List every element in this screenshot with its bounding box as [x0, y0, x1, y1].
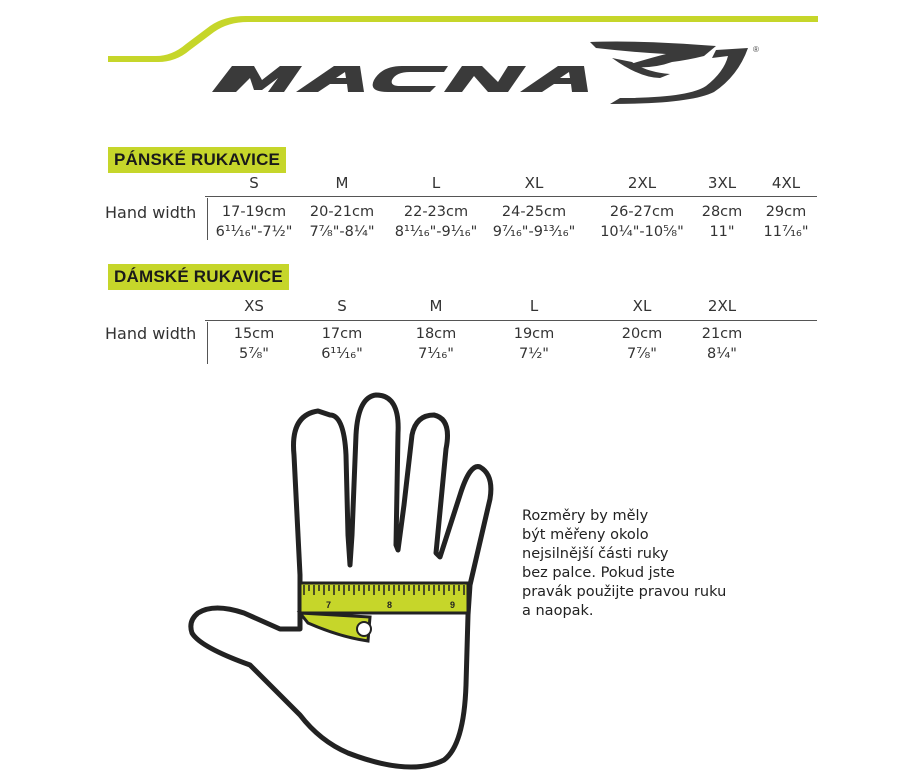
header-swoosh	[108, 16, 818, 62]
mens-size-header: 3XL	[707, 174, 737, 192]
mens-size-header: S	[249, 174, 259, 192]
mens-size-header: L	[431, 174, 441, 192]
inch-value: 6¹¹⁄₁₆"	[321, 346, 363, 362]
inch-value: 7⁷⁄₈"-8¼"	[309, 224, 375, 240]
note-line: nejsilnější části ruky	[522, 546, 669, 562]
inch-value: 11"	[709, 224, 735, 240]
cm-value: 28cm	[701, 204, 743, 220]
mens-column-rule	[207, 198, 208, 240]
womens-size-header: 2XL	[707, 297, 737, 315]
inch-value: 7½"	[519, 346, 549, 362]
womens-size-cell	[321, 324, 363, 364]
mens-size-cell	[702, 202, 743, 242]
womens-size-header: M	[429, 297, 443, 315]
note-line: být měřeny okolo	[522, 527, 649, 543]
inch-value: 6¹¹⁄₁₆"-7½"	[215, 224, 293, 240]
inch-value: 7⁷⁄₈"	[627, 346, 657, 362]
womens-size-header: XS	[244, 297, 264, 315]
cm-value: 15cm	[233, 326, 275, 342]
macna-logo	[212, 42, 748, 105]
inch-value: 11⁷⁄₁₆"	[763, 224, 809, 240]
mens-size-header: 4XL	[771, 174, 801, 192]
womens-section-title: DÁMSKÉ RUKAVICE	[108, 264, 289, 290]
mens-size-cell	[395, 202, 478, 242]
cm-value: 29cm	[765, 204, 807, 220]
mens-size-cell	[309, 202, 374, 242]
cm-value: 24-25cm	[501, 204, 567, 220]
note-line: Rozměry by měly	[522, 508, 649, 524]
womens-column-rule	[207, 322, 208, 364]
mens-header-rule	[205, 196, 817, 197]
note-line: bez palce. Pokud jste	[522, 565, 675, 581]
cm-value: 19cm	[513, 326, 555, 342]
mens-size-cell	[764, 202, 809, 242]
inch-value: 8¹¹⁄₁₆"-9¹⁄₁₆"	[394, 224, 478, 240]
womens-size-cell	[416, 324, 457, 364]
hand-measurement-illustration	[180, 385, 510, 780]
cm-value: 21cm	[701, 326, 743, 342]
tape-mark-8: 8	[387, 600, 393, 610]
note-line: pravák použijte pravou ruku	[522, 584, 727, 600]
note-line: a naopak.	[522, 603, 594, 619]
cm-value: 20-21cm	[309, 204, 375, 220]
cm-value: 26-27cm	[609, 204, 675, 220]
womens-header-rule	[205, 320, 817, 321]
womens-row-label: Hand width	[105, 324, 197, 343]
mens-row-label: Hand width	[105, 203, 197, 222]
womens-size-header: S	[337, 297, 347, 315]
mens-section-title: PÁNSKÉ RUKAVICE	[108, 147, 286, 173]
inch-value: 10¼"-10⁵⁄₈"	[600, 224, 684, 240]
tape-mark-9: 9	[450, 600, 456, 610]
inch-value: 9⁷⁄₁₆"-9¹³⁄₁₆"	[492, 224, 576, 240]
cm-value: 22-23cm	[403, 204, 469, 220]
cm-value: 17-19cm	[221, 204, 287, 220]
womens-size-cell	[622, 324, 663, 364]
mens-size-header: M	[335, 174, 349, 192]
womens-size-header: L	[529, 297, 539, 315]
mens-size-cell	[216, 202, 293, 242]
mens-size-header: XL	[524, 174, 544, 192]
header-logo-art	[0, 0, 900, 120]
cm-value: 20cm	[621, 326, 663, 342]
inch-value: 8¼"	[707, 346, 737, 362]
womens-size-header: XL	[632, 297, 652, 315]
tape-mark-7: 7	[326, 600, 332, 610]
womens-size-cell	[234, 324, 275, 364]
mens-size-cell	[600, 202, 684, 242]
womens-size-cell	[514, 324, 555, 364]
measurement-instructions	[522, 507, 782, 621]
hand-outline	[191, 395, 491, 767]
womens-size-cell	[702, 324, 743, 364]
mens-size-header: 2XL	[627, 174, 657, 192]
inch-value: 7¹⁄₁₆"	[418, 346, 454, 362]
cm-value: 17cm	[321, 326, 363, 342]
inch-value: 5⁷⁄₈"	[239, 346, 269, 362]
mens-size-cell	[493, 202, 576, 242]
cm-value: 18cm	[415, 326, 457, 342]
registered-mark: ®	[753, 45, 759, 54]
